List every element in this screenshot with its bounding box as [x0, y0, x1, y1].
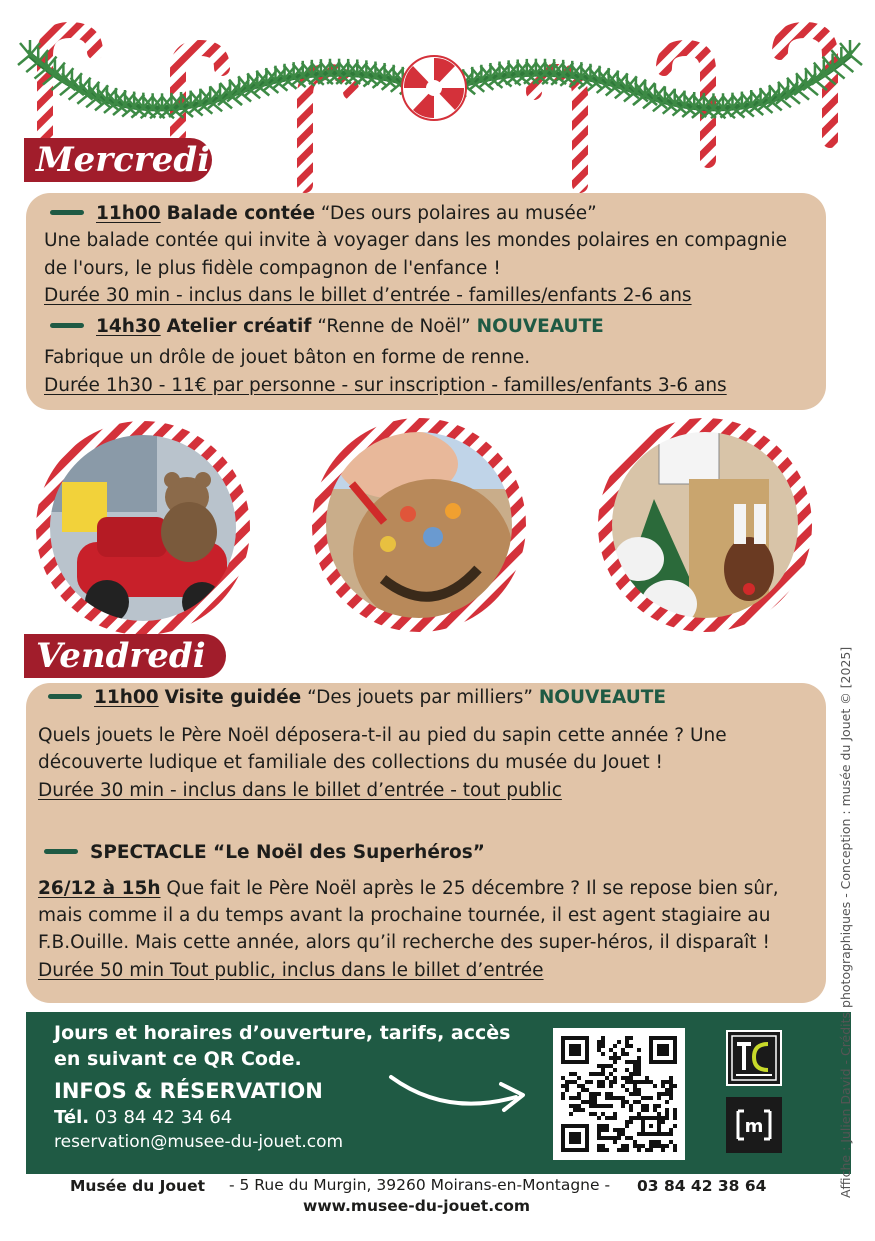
event-details: Durée 30 min - inclus dans le billet d’entrée - familles/enfants 2-6 ans — [44, 285, 692, 306]
event-description: Une balade contée qui invite à voyager dans les mondes polaires en compagnie — [44, 230, 787, 251]
peppermint-icon — [402, 56, 466, 120]
photo-credit: Affiche : Julien David - Crédits photographiques - Conception : musée du Jouet © [2025] — [838, 646, 853, 1198]
event-description: mais comme il a du temps avant la prochaine tournée, il est agent stagiaire au — [38, 905, 771, 926]
footer-phone[interactable]: 03 84 42 38 64 — [637, 1177, 767, 1195]
info-phone[interactable]: Tél. 03 84 42 34 64 — [54, 1107, 233, 1128]
day-tag-mercredi: Mercredi — [24, 138, 212, 182]
event-description: Quels jouets le Père Noël déposera-t-il au pied du sapin cette année ? Une — [38, 725, 727, 746]
label-logo-icon — [726, 1030, 782, 1086]
event-description: F.B.Ouille. Mais cette année, alors qu’il recherche des super-héros, il disparaît ! — [38, 932, 770, 953]
dash-icon — [44, 849, 78, 854]
day-tag-vendredi: Vendredi — [24, 634, 226, 678]
info-heading: INFOS & RÉSERVATION — [54, 1079, 323, 1103]
footer-address: - 5 Rue du Murgin, 39260 Moirans-en-Montagne - — [229, 1176, 611, 1194]
vendredi-events-box — [26, 683, 826, 1003]
event-heading: 11h00 Balade contée “Des ours polaires au musée” — [50, 201, 597, 227]
event-description: découverte ludique et familiale des collections du musée du Jouet ! — [38, 752, 663, 773]
arrow-icon — [386, 1062, 536, 1122]
info-line2: en suivant ce QR Code. — [54, 1048, 302, 1070]
qr-code-icon — [553, 1028, 685, 1160]
event-details: Durée 30 min - inclus dans le billet d’entrée - tout public — [38, 780, 562, 801]
footer-museum-name: Musée du Jouet — [70, 1177, 206, 1195]
dash-icon — [50, 323, 84, 328]
event-details: Durée 50 min Tout public, inclus dans le billet d’entrée — [38, 960, 544, 981]
event-details: Durée 1h30 - 11€ par personne - sur inscription - familles/enfants 3-6 ans — [44, 375, 727, 396]
event-description: de l'ours, le plus fidèle compagnon de l'enfance ! — [44, 258, 501, 279]
event-description: Fabrique un drôle de jouet bâton en forme de renne. — [44, 347, 531, 368]
info-email[interactable]: reservation@musee-du-jouet.com — [54, 1132, 344, 1152]
event-heading: 11h00 Visite guidée “Des jouets par milliers” NOUVEAUTE — [48, 685, 666, 711]
event-description: 26/12 à 15h Que fait le Père Noël après le 25 décembre ? Il se repose bien sûr, — [38, 878, 779, 899]
info-bar — [26, 1012, 851, 1174]
mercredi-events-box — [26, 193, 826, 410]
event-heading: 14h30 Atelier créatif “Renne de Noël” NOUVEAUTE — [50, 314, 604, 340]
info-line1: Jours et horaires d’ouverture, tarifs, accès — [54, 1022, 511, 1044]
dash-icon — [50, 210, 84, 215]
photo-frames — [0, 400, 875, 650]
event-heading: SPECTACLE “Le Noël des Superhéros” — [44, 840, 485, 866]
qr-code[interactable] — [553, 1028, 685, 1160]
svg-text:m: m — [744, 1116, 764, 1137]
dash-icon — [48, 694, 82, 699]
footer-website[interactable]: www.musee-du-jouet.com — [303, 1197, 531, 1215]
m-logo-icon — [726, 1097, 782, 1153]
